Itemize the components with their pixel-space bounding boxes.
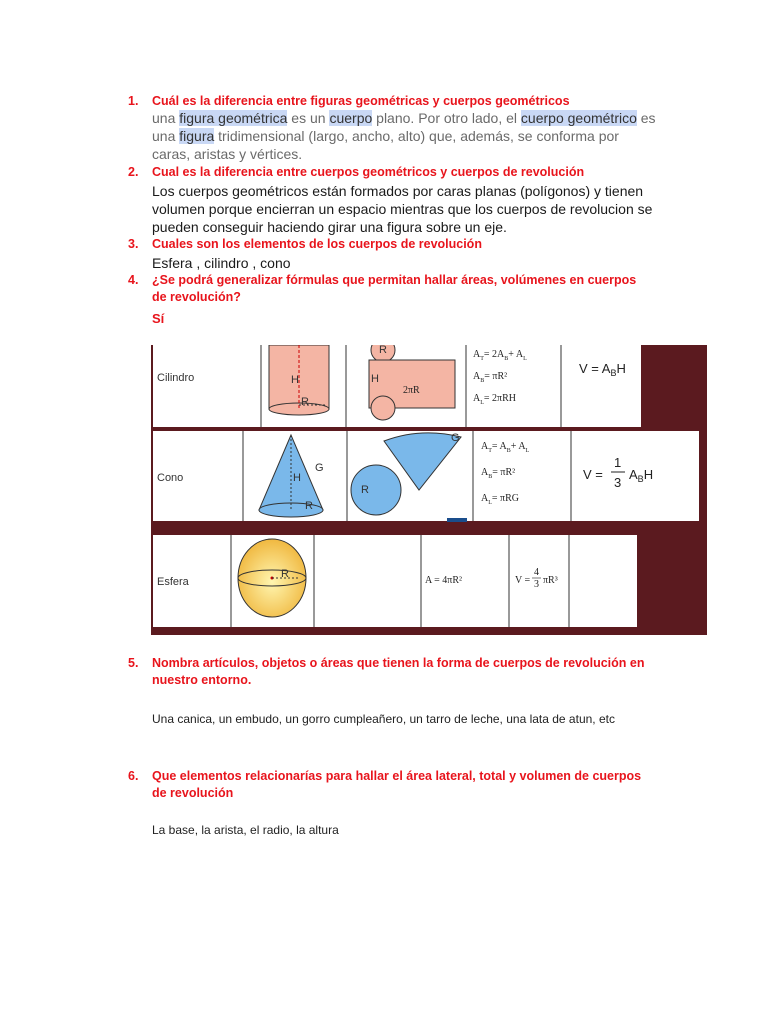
row-sphere <box>153 535 637 627</box>
svg-text:1: 1 <box>614 455 622 470</box>
question-number: 4. <box>128 273 139 287</box>
answer-text: es una <box>152 110 656 144</box>
svg-text:AT= AB+ AL: $A_T= A_B+ A_L$ <box>481 441 530 454</box>
answer-5: Una canica, un embudo, un gorro cumpleañero, un tarro de leche, una lata de atun, etc <box>152 712 615 726</box>
svg-text:R: R <box>305 500 313 512</box>
sphere-area: A = 4πR² <box>425 575 463 586</box>
question-text: Nombra artículos, objetos o áreas que tienen la forma de cuerpos de revolución en nuestro entorno. <box>152 656 645 687</box>
height-label: H <box>291 374 299 386</box>
question-text: ¿Se podrá generalizar fórmulas que permitan hallar áreas, volúmenes en cuerpos de revolución? <box>152 273 637 304</box>
svg-text:R: R <box>361 484 369 496</box>
svg-text:G: G <box>451 432 460 444</box>
svg-text:H: H <box>293 472 301 484</box>
answer-3: Esfera , cilindro , cono <box>152 255 291 271</box>
answer-text: plano. Por otro lado, el <box>372 110 521 126</box>
radius-label: R <box>301 396 309 408</box>
sphere-icon <box>238 539 306 617</box>
answer-text: tridimensional (largo, ancho, alto) que, además, se conforma por caras, aristas y vértices. <box>152 128 619 162</box>
net-width-label: 2πR <box>403 385 420 396</box>
question-text: Que elementos relacionarías para hallar el área lateral, total y volumen de cuerpos de revolución <box>152 769 642 800</box>
question-4 <box>128 272 648 306</box>
svg-text:3: 3 <box>614 475 622 490</box>
answer-text: es un <box>287 110 330 126</box>
svg-text:4: 4 <box>534 567 539 578</box>
svg-text:3: 3 <box>534 579 539 590</box>
svg-text:ABH: $A_BH$ <box>629 467 654 484</box>
svg-text:R: R <box>281 568 289 580</box>
highlighted-term: cuerpo <box>329 110 373 126</box>
highlighted-term: figura geométrica <box>179 110 288 126</box>
question-text: Cuales son los elementos de los cuerpos de revolución <box>152 237 482 251</box>
question-number: 6. <box>128 769 139 783</box>
svg-text:V =: V = <box>583 467 603 482</box>
cylinder-volume: $V = A_BH$ <box>579 361 626 378</box>
answer-2: Los cuerpos geométricos están formados por caras planas (polígonos) y tienen volumen porque encierran un espacio mientras que los cuerpos de revolucion se pueden conseguir haciendo girar una figura sobre un eje. <box>152 183 653 235</box>
question-number: 5. <box>128 656 139 670</box>
solids-table-image <box>151 345 707 635</box>
highlighted-term: figura <box>179 128 215 144</box>
question-1 <box>128 93 648 110</box>
answer-1 <box>152 109 657 163</box>
net-height-label: H <box>371 373 379 385</box>
highlighted-term: cuerpo geométrico <box>520 110 637 126</box>
question-number: 2. <box>128 165 139 179</box>
question-number: 1. <box>128 94 139 108</box>
question-5 <box>128 655 648 689</box>
question-number: 3. <box>128 237 139 251</box>
question-2 <box>128 164 648 181</box>
answer-6: La base, la arista, el radio, la altura <box>152 823 339 837</box>
svg-text:πR³: πR³ <box>543 575 558 586</box>
question-6 <box>128 768 648 802</box>
answer-4: Sí <box>152 311 165 326</box>
cylinder-icon <box>269 345 329 415</box>
svg-text:AB= πR²: $A_B= \pi R^2$ <box>481 467 516 480</box>
question-text: Cual es la diferencia entre cuerpos geométricos y cuerpos de revolución <box>152 165 585 179</box>
row-name-sphere: Esfera <box>157 576 189 588</box>
svg-text:G: G <box>315 462 324 474</box>
svg-text:AT= 2AB+ AL: $A_T= 2A_B+ A_L$ <box>473 349 527 362</box>
svg-text:AL= 2πRH: $A_L= 2\pi RH$ <box>473 393 516 406</box>
row-name-cone: Cono <box>157 472 184 484</box>
question-3 <box>128 236 648 253</box>
svg-text:V =: V = <box>515 575 531 586</box>
svg-text:AL= πRG: $A_L= \pi RG$ <box>481 493 519 506</box>
question-text: Cuál es la diferencia entre figuras geométricas y cuerpos geométricos <box>152 94 570 108</box>
net-radius-label: R <box>379 345 387 356</box>
row-name-cylinder: Cilindro <box>157 372 195 384</box>
answer-text: una <box>152 110 180 126</box>
svg-text:AB= πR²: $A_B= \pi R^2$ <box>473 371 508 384</box>
